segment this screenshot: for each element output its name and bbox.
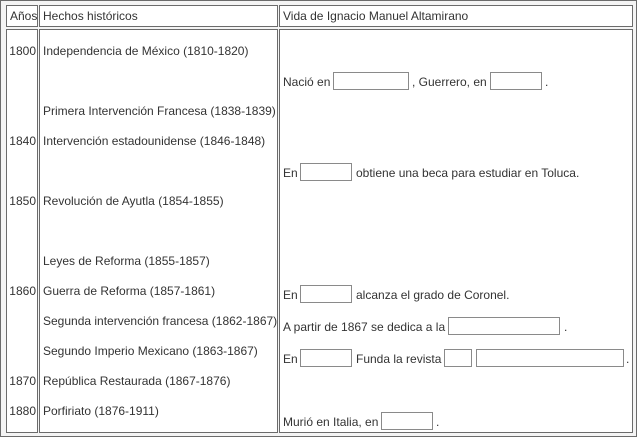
event-item: Intervención estadounidense (1846-1848) <box>43 134 266 148</box>
header-years: Años <box>6 5 38 27</box>
born-text-pre: Nació en <box>283 75 331 89</box>
colonel-text-post: alcanza el grado de Coronel. <box>356 288 510 302</box>
died-text-pre: Murió en Italia, en <box>283 415 379 429</box>
revista-text-post: . <box>626 352 630 366</box>
scholarship-text-post: obtiene una beca para estudiar en Toluca. <box>356 166 580 180</box>
born-text-mid: , Guerrero, en <box>412 75 487 89</box>
event-item: Primera Intervención Francesa (1838-1839) <box>43 104 276 118</box>
scholarship-text-pre: En <box>283 166 298 180</box>
event-item: Revolución de Ayutla (1854-1855) <box>43 194 224 208</box>
died-year-input[interactable] <box>381 412 433 430</box>
year-label: 1860 <box>9 284 36 298</box>
born-text-post: . <box>545 75 549 89</box>
revista-name-input-b[interactable] <box>476 349 624 367</box>
header-life: Vida de Ignacio Manuel Altamirano <box>279 5 633 27</box>
died-text-post: . <box>436 415 440 429</box>
years-column <box>6 29 38 433</box>
history-column <box>39 29 278 433</box>
dedica-activity-input[interactable] <box>448 317 560 335</box>
year-label: 1850 <box>9 194 36 208</box>
header-history: Hechos históricos <box>39 5 278 27</box>
colonel-text-pre: En <box>283 288 298 302</box>
revista-text-mid: Funda la revista <box>356 352 442 366</box>
born-place-input[interactable] <box>333 72 409 90</box>
event-item: Porfiriato (1876-1911) <box>43 404 159 418</box>
year-label: 1800 <box>9 44 36 58</box>
event-item: Segunda intervención francesa (1862-1867) <box>43 314 278 328</box>
revista-text-pre: En <box>283 352 298 366</box>
event-item: República Restaurada (1867-1876) <box>43 374 231 388</box>
year-label: 1880 <box>9 404 36 418</box>
event-item: Leyes de Reforma (1855-1857) <box>43 254 210 268</box>
event-item: Guerra de Reforma (1857-1861) <box>43 284 216 298</box>
colonel-year-input[interactable] <box>300 285 352 303</box>
year-label: 1840 <box>9 134 36 148</box>
life-column <box>279 29 633 433</box>
year-label: 1870 <box>9 374 36 388</box>
dedica-text-pre: A partir de 1867 se dedica a la <box>283 320 446 334</box>
revista-name-input-a[interactable] <box>444 349 472 367</box>
scholarship-year-input[interactable] <box>300 163 352 181</box>
event-item: Independencia de México (1810-1820) <box>43 44 249 58</box>
revista-year-input[interactable] <box>300 349 352 367</box>
event-item: Segundo Imperio Mexicano (1863-1867) <box>43 344 258 358</box>
dedica-text-post: . <box>564 320 568 334</box>
born-year-input[interactable] <box>490 72 542 90</box>
